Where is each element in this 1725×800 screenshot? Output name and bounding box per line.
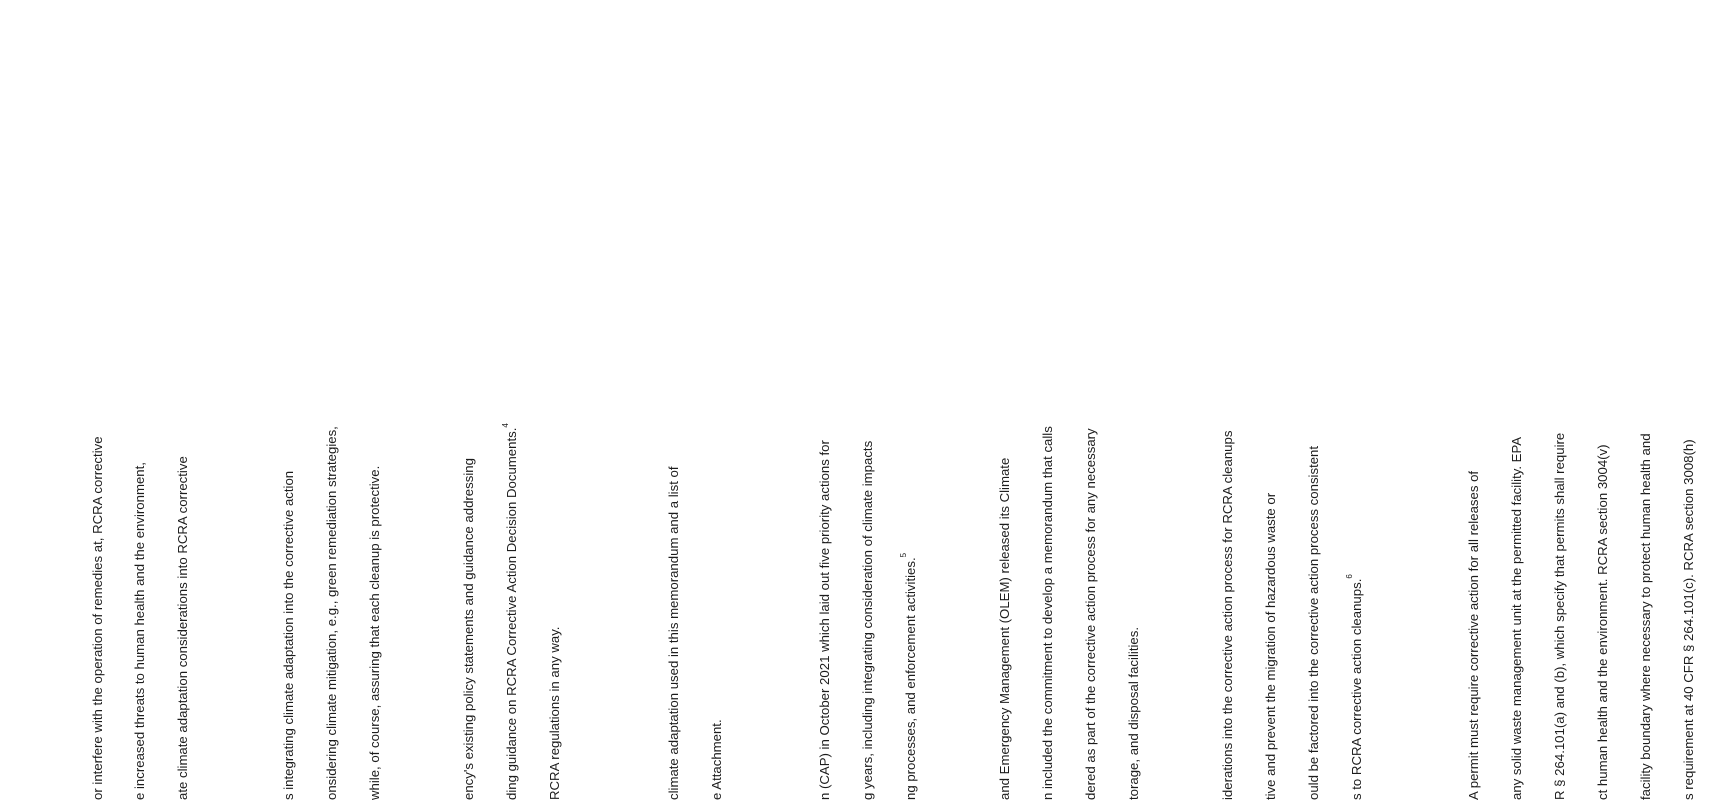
text-line: n (CAP) in October 2021 which laid out five priority actions for [816, 440, 832, 800]
text-line: tive and prevent the migration of hazardous waste or [1263, 492, 1279, 800]
text-line: RCRA regulations in any way. [546, 626, 562, 800]
text-line: iderations into the corrective action process for RCRA cleanups [1220, 430, 1236, 800]
text-line-content: ng processes, and enforcement activities. [902, 557, 918, 800]
text-line: ate climate adaptation considerations into RCRA corrective [175, 456, 191, 800]
paragraph-1 [62, 290, 219, 800]
footnote-marker: 6 [1345, 574, 1355, 579]
text-line: A permit must require corrective action for all releases of [1466, 470, 1482, 800]
text-line: onsidering climate mitigation, e.g., green remediation strategies, [323, 426, 339, 800]
text-line [899, 290, 918, 800]
text-line: s integrating climate adaptation into the corrective action [280, 470, 296, 800]
paragraph-8 [1439, 290, 1725, 800]
paragraph-3 [434, 290, 591, 800]
text-line: facility boundary where necessary to protect human health and [1637, 433, 1653, 800]
rotated-text-block [62, 290, 1725, 800]
text-line: ct human health and the environment. RCRA section 3004(v) [1595, 444, 1611, 800]
text-line: and Emergency Management (OLEM) released its Climate [997, 457, 1013, 800]
paragraph-7 [1193, 290, 1393, 800]
text-line: climate adaptation used in this memorandum and a list of [666, 466, 682, 800]
text-line: ould be factored into the corrective action process consistent [1305, 445, 1321, 800]
footnote-marker: 5 [899, 552, 909, 558]
paragraph-4 [639, 290, 753, 800]
footnote-marker: 4 [500, 423, 510, 428]
paragraph-6 [969, 290, 1169, 800]
text-line-content: s to RCRA corrective action cleanups. [1348, 578, 1364, 800]
text-line: ency's existing policy statements and guidance addressing [461, 458, 477, 800]
text-line: s requirement at 40 CFR § 264.101(c). RCRA section 3008(h) [1680, 439, 1696, 800]
text-line: torage, and disposal facilities. [1125, 626, 1141, 800]
text-line: R § 264.101(a) and (b), which specify that permits shall require [1552, 432, 1568, 800]
text-line: while, of course, assuring that each cleanup is protective. [366, 465, 382, 800]
text-line: n included the commitment to develop a memorandum that calls [1039, 426, 1055, 800]
text-line: e increased threats to human health and the environment, [132, 462, 148, 800]
text-line: any solid waste management unit at the permitted facility. EPA [1509, 436, 1525, 800]
text-line: g years, including integrating consideration of climate impacts [859, 440, 875, 800]
paragraph-2 [253, 290, 410, 800]
text-line-content: ding guidance on RCRA Corrective Action Decision Documents. [504, 427, 520, 800]
text-line: e Attachment. [709, 719, 725, 800]
text-line: or interfere with the operation of remedies at, RCRA corrective [89, 436, 105, 800]
text-line [500, 290, 520, 800]
text-line: dered as part of the corrective action process for any necessary [1082, 428, 1098, 800]
paragraph-5 [789, 290, 946, 800]
text-line [1345, 290, 1364, 800]
